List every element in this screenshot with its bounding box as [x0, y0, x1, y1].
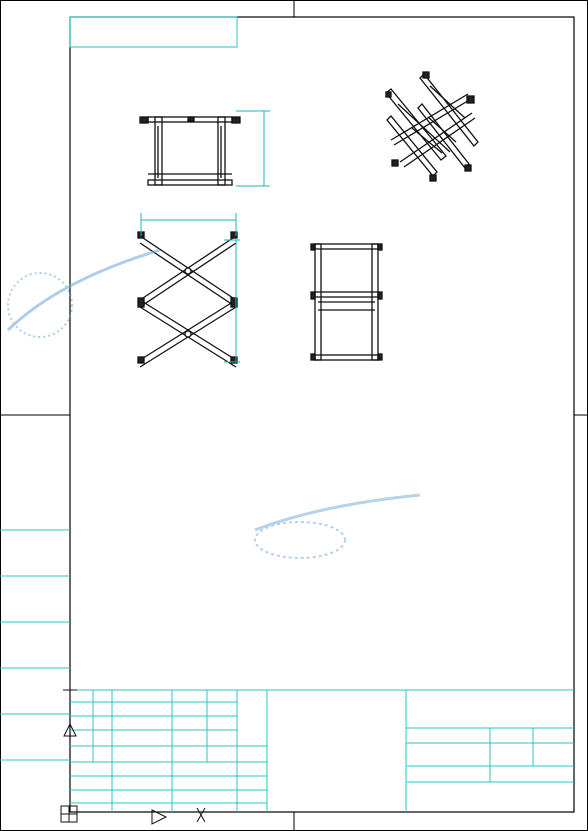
sheet-border: [1, 1, 588, 831]
drawing-frame: [70, 17, 574, 812]
dim-height-small: [236, 111, 270, 186]
title-block-grid: [70, 690, 574, 812]
dim-width: [141, 213, 236, 236]
code-box: [70, 17, 237, 47]
isometric-view: [386, 72, 478, 181]
watermark-1: [8, 250, 160, 337]
end-view: [311, 244, 382, 360]
watermark-2: [255, 495, 420, 558]
front-view: [140, 117, 240, 185]
side-panel: [0, 530, 70, 760]
